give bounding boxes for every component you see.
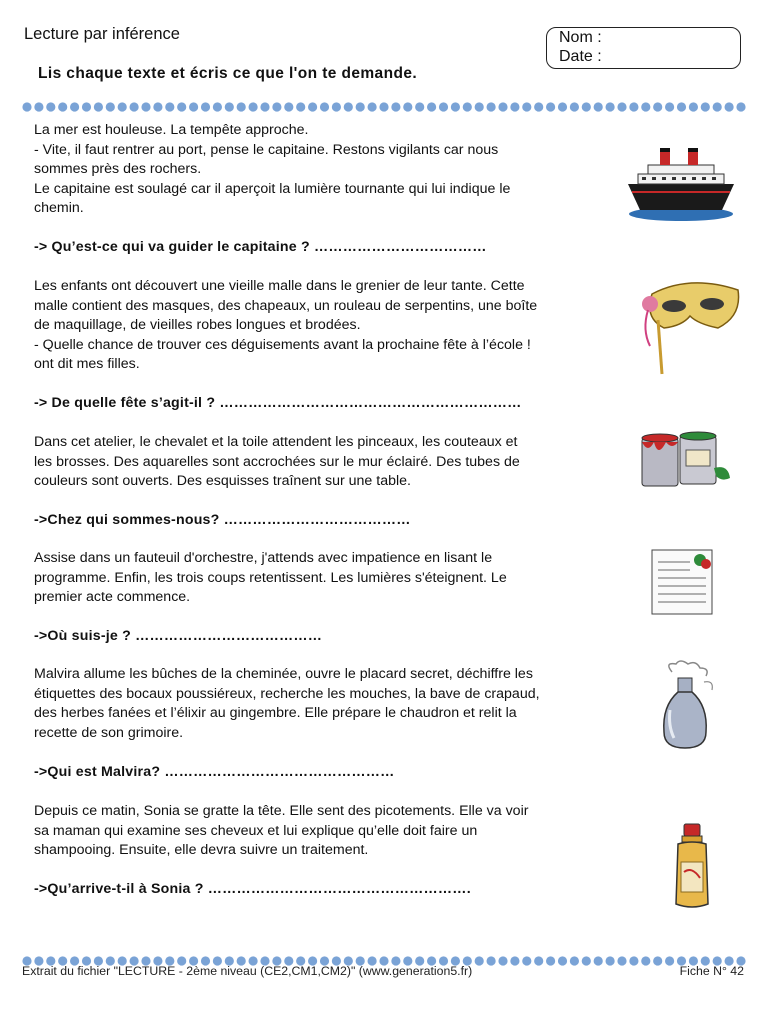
divider-dot [415, 102, 424, 111]
divider-dot [141, 102, 150, 111]
divider-dot [606, 102, 615, 111]
divider-dot [284, 102, 293, 111]
divider-dot [629, 102, 638, 111]
divider-dot [475, 956, 484, 965]
divider-dot [689, 102, 698, 111]
divider-dot [391, 102, 400, 111]
exercise-1-question: -> Qu’est-ce qui va guider le capitaine ? ……………………………… [34, 239, 487, 255]
theater-program-icon [650, 548, 714, 616]
carnival-mask-icon [638, 276, 744, 376]
divider-dot [165, 102, 174, 111]
divider-dot [522, 956, 531, 965]
ship-icon [626, 144, 736, 224]
divider-dot [451, 102, 460, 111]
name-label: Nom : [559, 29, 602, 46]
divider-dot [510, 956, 519, 965]
exercise-1-text: La mer est houleuse. La tempête approche. - Vite, il faut rentrer au port, pense le capitaine. Restons vigilants car nous sommes près des rochers. Le capitaine est soulagé car il aperçoit la lumière tournante qui lui indique le chemin. [34, 122, 511, 216]
divider-dot [34, 102, 43, 111]
potion-bottle-icon [656, 660, 720, 752]
divider-dot [356, 102, 365, 111]
divider-dot [534, 102, 543, 111]
divider-dot [368, 102, 377, 111]
divider-dot [534, 956, 543, 965]
exercise-3-question: ->Chez qui sommes-nous? ………………………………… [34, 512, 411, 528]
divider-dot [332, 102, 341, 111]
divider-dot [22, 102, 31, 111]
divider-dot [522, 102, 531, 111]
divider-dot [558, 956, 567, 965]
name-date-box [546, 27, 741, 69]
divider-dot [606, 956, 615, 965]
divider-dot [498, 102, 507, 111]
exercise-5-text: Malvira allume les bûches de la cheminée, ouvre le placard secret, déchiffre les étiquettes des bocaux poussiéreux, recherche les mouches, la bave de crapaud, des herbes fanées et l’élixir au gingembre. Elle prépare le chaudron et relit la recette de son grimoire. [34, 666, 540, 741]
exercise-4-question: ->Où suis-je ? ………………………………… [34, 628, 323, 644]
divider-dot [177, 102, 186, 111]
divider-dot [153, 102, 162, 111]
divider-dot [94, 102, 103, 111]
divider-dot [510, 102, 519, 111]
divider-dot [272, 102, 281, 111]
divider-dot [58, 102, 67, 111]
divider-dot [653, 956, 662, 965]
divider-dot [106, 102, 115, 111]
divider-dot [617, 956, 626, 965]
divider-dot [570, 956, 579, 965]
divider-dot [617, 102, 626, 111]
divider-dot [665, 102, 674, 111]
divider-dot [320, 102, 329, 111]
exercise-2-question: -> De quelle fête s’agit-il ? ……………………………………………………… [34, 395, 522, 411]
divider-dot [736, 102, 745, 111]
divider-dot [582, 102, 591, 111]
divider-dot [213, 102, 222, 111]
divider-dot [308, 102, 317, 111]
divider-dot [475, 102, 484, 111]
divider-dot [225, 102, 234, 111]
exercise-2-text: Les enfants ont découvert une vieille malle dans le grenier de leur tante. Cette malle contient des masques, des chapeaux, un rouleau de serpentins, une boîte de maquillage, de vieilles robes longues et brodées. - Quelle chance de trouver ces déguisements avant la prochaine fête à l’école ! ont dit mes filles. [34, 278, 538, 372]
divider-dot [403, 102, 412, 111]
divider-dot [130, 102, 139, 111]
divider-dot [498, 956, 507, 965]
divider-dot [653, 102, 662, 111]
divider-dot [237, 102, 246, 111]
divider-dot [665, 956, 674, 965]
exercise-6-text: Depuis ce matin, Sonia se gratte la tête. Elle sent des picotements. Elle va voir sa maman qui examine ses cheveux et lui explique qu’elle doit faire un shampooing. Ensuite, elle devra suivre un traitement. [34, 803, 529, 858]
divider-dot [701, 102, 710, 111]
divider-dot [677, 102, 686, 111]
footer-sheet-number: Fiche N° 42 [679, 964, 744, 978]
divider-dot [427, 102, 436, 111]
divider-dot [558, 102, 567, 111]
instruction: Lis chaque texte et écris ce que l'on te demande. [38, 65, 418, 82]
divider-dot [201, 102, 210, 111]
divider-dot [344, 102, 353, 111]
divider-dot [46, 102, 55, 111]
divider-dot [546, 956, 555, 965]
divider-dot [546, 102, 555, 111]
divider-dot [82, 102, 91, 111]
footer-source: Extrait du fichier "LECTURE - 2ème niveau (CE2,CM1,CM2)" (www.generation5.fr) [22, 964, 473, 978]
divider-dot [594, 102, 603, 111]
divider-dot [725, 102, 734, 111]
divider-dot [379, 102, 388, 111]
exercise-6-question: ->Qu’arrive-t-il à Sonia ? ………………………………………………. [34, 881, 471, 897]
divider-dot [118, 102, 127, 111]
divider-dot [249, 102, 258, 111]
divider-dot [487, 102, 496, 111]
divider-dot [260, 102, 269, 111]
paint-cans-icon [638, 428, 734, 492]
divider-dot [463, 102, 472, 111]
divider-dot [439, 102, 448, 111]
divider-dot [296, 102, 305, 111]
divider-dot [570, 102, 579, 111]
divider-dot [594, 956, 603, 965]
divider-dot [641, 956, 650, 965]
divider-dot [713, 102, 722, 111]
dotted-divider-top [22, 101, 746, 113]
divider-dot [189, 102, 198, 111]
exercise-4-text: Assise dans un fauteuil d'orchestre, j'attends avec impatience en lisant le programme. Enfin, les trois coups retentissent. Les lumières s'éteignent. Le premier acte commence. [34, 550, 507, 605]
page-title: Lecture par inférence [24, 25, 180, 43]
divider-dot [487, 956, 496, 965]
divider-dot [582, 956, 591, 965]
divider-dot [70, 102, 79, 111]
exercise-5-question: ->Qui est Malvira? ………………………………………… [34, 764, 395, 780]
exercise-3-text: Dans cet atelier, le chevalet et la toile attendent les pinceaux, les couteaux et les brosses. Des aquarelles sont accrochées sur le mur éclairé. Des tubes de couleurs sont ouverts. Des esquisses traînent sur une table. [34, 434, 520, 489]
divider-dot [641, 102, 650, 111]
shampoo-bottle-icon [672, 822, 712, 910]
date-label: Date : [559, 48, 602, 65]
divider-dot [629, 956, 638, 965]
